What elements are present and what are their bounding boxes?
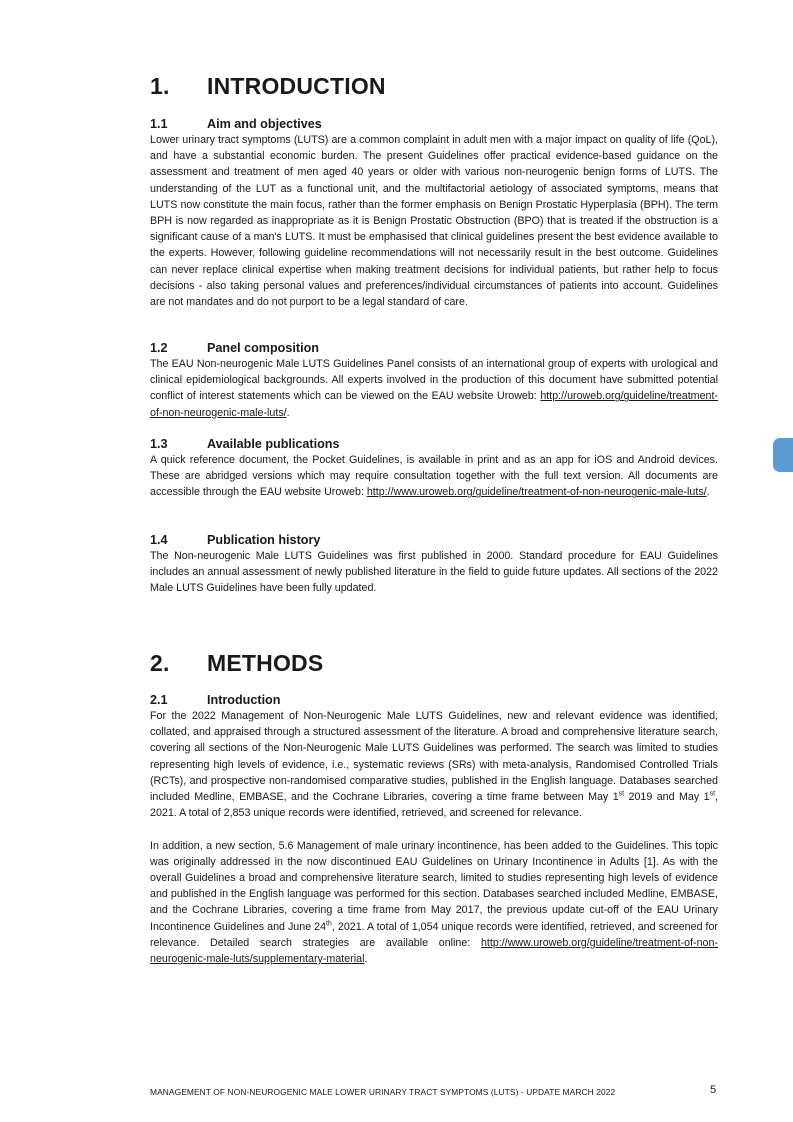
section-paragraph: The Non-neurogenic Male LUTS Guidelines was first published in 2000. Standard procedure for EAU Guidelines includes an annual assessment of newly published literature in the field to guide future updates. All sections of the 2022 Male LUTS Guidelines have been fully updated.	[150, 550, 718, 595]
superscript: st	[709, 790, 716, 798]
paragraph-text: A quick reference document, the Pocket Guidelines, is available in print and as an app for iOS and Android devices. These are abridged versions which may require consultation together with the full text version. All documents are accessible through the EAU website Uroweb:	[150, 454, 718, 499]
section-paragraph	[150, 708, 718, 821]
section-title: Publication history	[207, 533, 321, 547]
section-paragraph	[150, 356, 718, 421]
uroweb-link[interactable]: http://www.uroweb.org/guideline/treatment-of-non-neurogenic-male-luts/	[366, 486, 707, 499]
section-number: 2.1	[150, 693, 168, 707]
section-number: 1.1	[150, 117, 168, 131]
section-1-1	[150, 116, 718, 310]
chapter-number: 2.	[150, 650, 170, 676]
paragraph-text: , 2021. A total of 2,853 unique records were identified, retrieved, and screened for relevance.	[150, 791, 718, 820]
section-number: 1.3	[150, 437, 168, 451]
section-1-2	[150, 340, 718, 421]
superscript: st	[618, 790, 625, 798]
section-heading	[150, 436, 718, 452]
section-heading	[150, 532, 718, 548]
paragraph-text: For the 2022 Management of Non-Neurogenic Male LUTS Guidelines, new and relevant evidence was identified, collated, and appraised through a structured assessment of the literature. A broad and comprehensive literature search, covering all sections of the Non-Neurogenic Male LUTS Guidelines was performed. The search was limited to studies representing high levels of evidence, i.e., systematic reviews (SRs) with meta-analysis, Randomised Controlled Trials (RCTs), and prospective non-randomised comparative studies, published in the English language. Databases searched included Medline, EMBASE, and the Cochrane Libraries, covering a time frame between May 1	[150, 710, 718, 804]
section-heading	[150, 340, 718, 356]
section-paragraph: Lower urinary tract symptoms (LUTS) are a common complaint in adult men with a major impact on quality of life (QoL), and have a substantial economic burden. The present Guidelines offer practical evidence-based guidance on the assessment and treatment of men aged 40 years or older with various non-neurogenic benign forms of LUTS. The understanding of the LUT as a functional unit, and the multifactorial aetiology of associated symptoms, means that LUTS now constitute the main focus, rather than the former emphasis on Benign Prostatic Hyperplasia (BPH). The term BPH is now regarded as inappropriate as it is Benign Prostatic Obstruction (BPO) that is treated if the obstruction is a significant cause of a man's LUTS. It must be emphasised that clinical guidelines present the best evidence available to the experts. However, following guideline recommendations will not necessarily result in the best outcome. Guidelines can never replace clinical expertise when making treatment decisions for individual patients, but rather help to focus decisions - also taking personal values and preferences/individual circumstances of patients into account. Guidelines are not mandates and do not purport to be a legal standard of care.	[150, 134, 718, 309]
supplementary-material-link[interactable]: http://www.uroweb.org/guideline/treatment-of-non-neurogenic-male-luts/supplementary-material	[150, 936, 718, 966]
section-heading	[150, 692, 718, 708]
chapter-1-heading	[150, 73, 386, 100]
section-title: Introduction	[207, 693, 281, 707]
section-title: Aim and objectives	[207, 117, 322, 131]
section-1-4	[150, 532, 718, 597]
section-title: Panel composition	[207, 341, 319, 355]
section-heading	[150, 116, 718, 132]
section-number: 1.4	[150, 533, 168, 547]
paragraph-end: .	[706, 486, 710, 499]
section-paragraph	[150, 452, 718, 501]
chapter-title: INTRODUCTION	[207, 73, 386, 99]
paragraph-end: .	[364, 953, 368, 966]
section-number: 1.2	[150, 341, 168, 355]
paragraph-text: In addition, a new section, 5.6 Management of male urinary incontinence, has been added to the Guidelines. This topic was originally addressed in the now discontinued EAU Guidelines on Urinary Incontinence in Adults [1]. As with the overall Guidelines a broad and comprehensive literature search, limited to studies representing high levels of evidence and published in the English language was performed for this section. Databases searched included Medline, EMBASE, and the Cochrane Libraries, covering a time frame from May 2017, the previous update cut-off of the EAU Urinary Incontinence Guidelines and June 24	[150, 839, 718, 933]
page-footer: MANAGEMENT OF NON-NEUROGENIC MALE LOWER URINARY TRACT SYMPTOMS (LUTS) - UPDATE MARCH 2022	[150, 1087, 616, 1097]
paragraph-text: , 2021. A total of 1,054 unique records were identified, retrieved, and screened for relevance. Detailed search strategies are available online:	[150, 920, 718, 949]
paragraph-end: .	[286, 406, 290, 419]
chapter-title: METHODS	[207, 650, 324, 676]
paragraph-text: 2019 and May 1	[624, 791, 710, 804]
paragraph-text: The EAU Non-neurogenic Male LUTS Guidelines Panel consists of an international group of experts with urological and clinical epidemiological backgrounds. All experts involved in the production of this document have submitted potential conflict of interest statements which can be viewed on the EAU website Uroweb:	[150, 358, 718, 403]
chapter-2-heading	[150, 650, 323, 677]
section-1-3	[150, 436, 718, 501]
chapter-tab-marker	[773, 438, 793, 472]
uroweb-link[interactable]: http://uroweb.org/guideline/treatment-of-non-neurogenic-male-luts/	[150, 390, 718, 419]
superscript: th	[326, 920, 332, 928]
chapter-number: 1.	[150, 73, 170, 99]
section-2-1	[150, 692, 718, 967]
section-title: Available publications	[207, 437, 340, 451]
section-paragraph	[150, 838, 718, 968]
page-number: 5	[710, 1084, 717, 1096]
